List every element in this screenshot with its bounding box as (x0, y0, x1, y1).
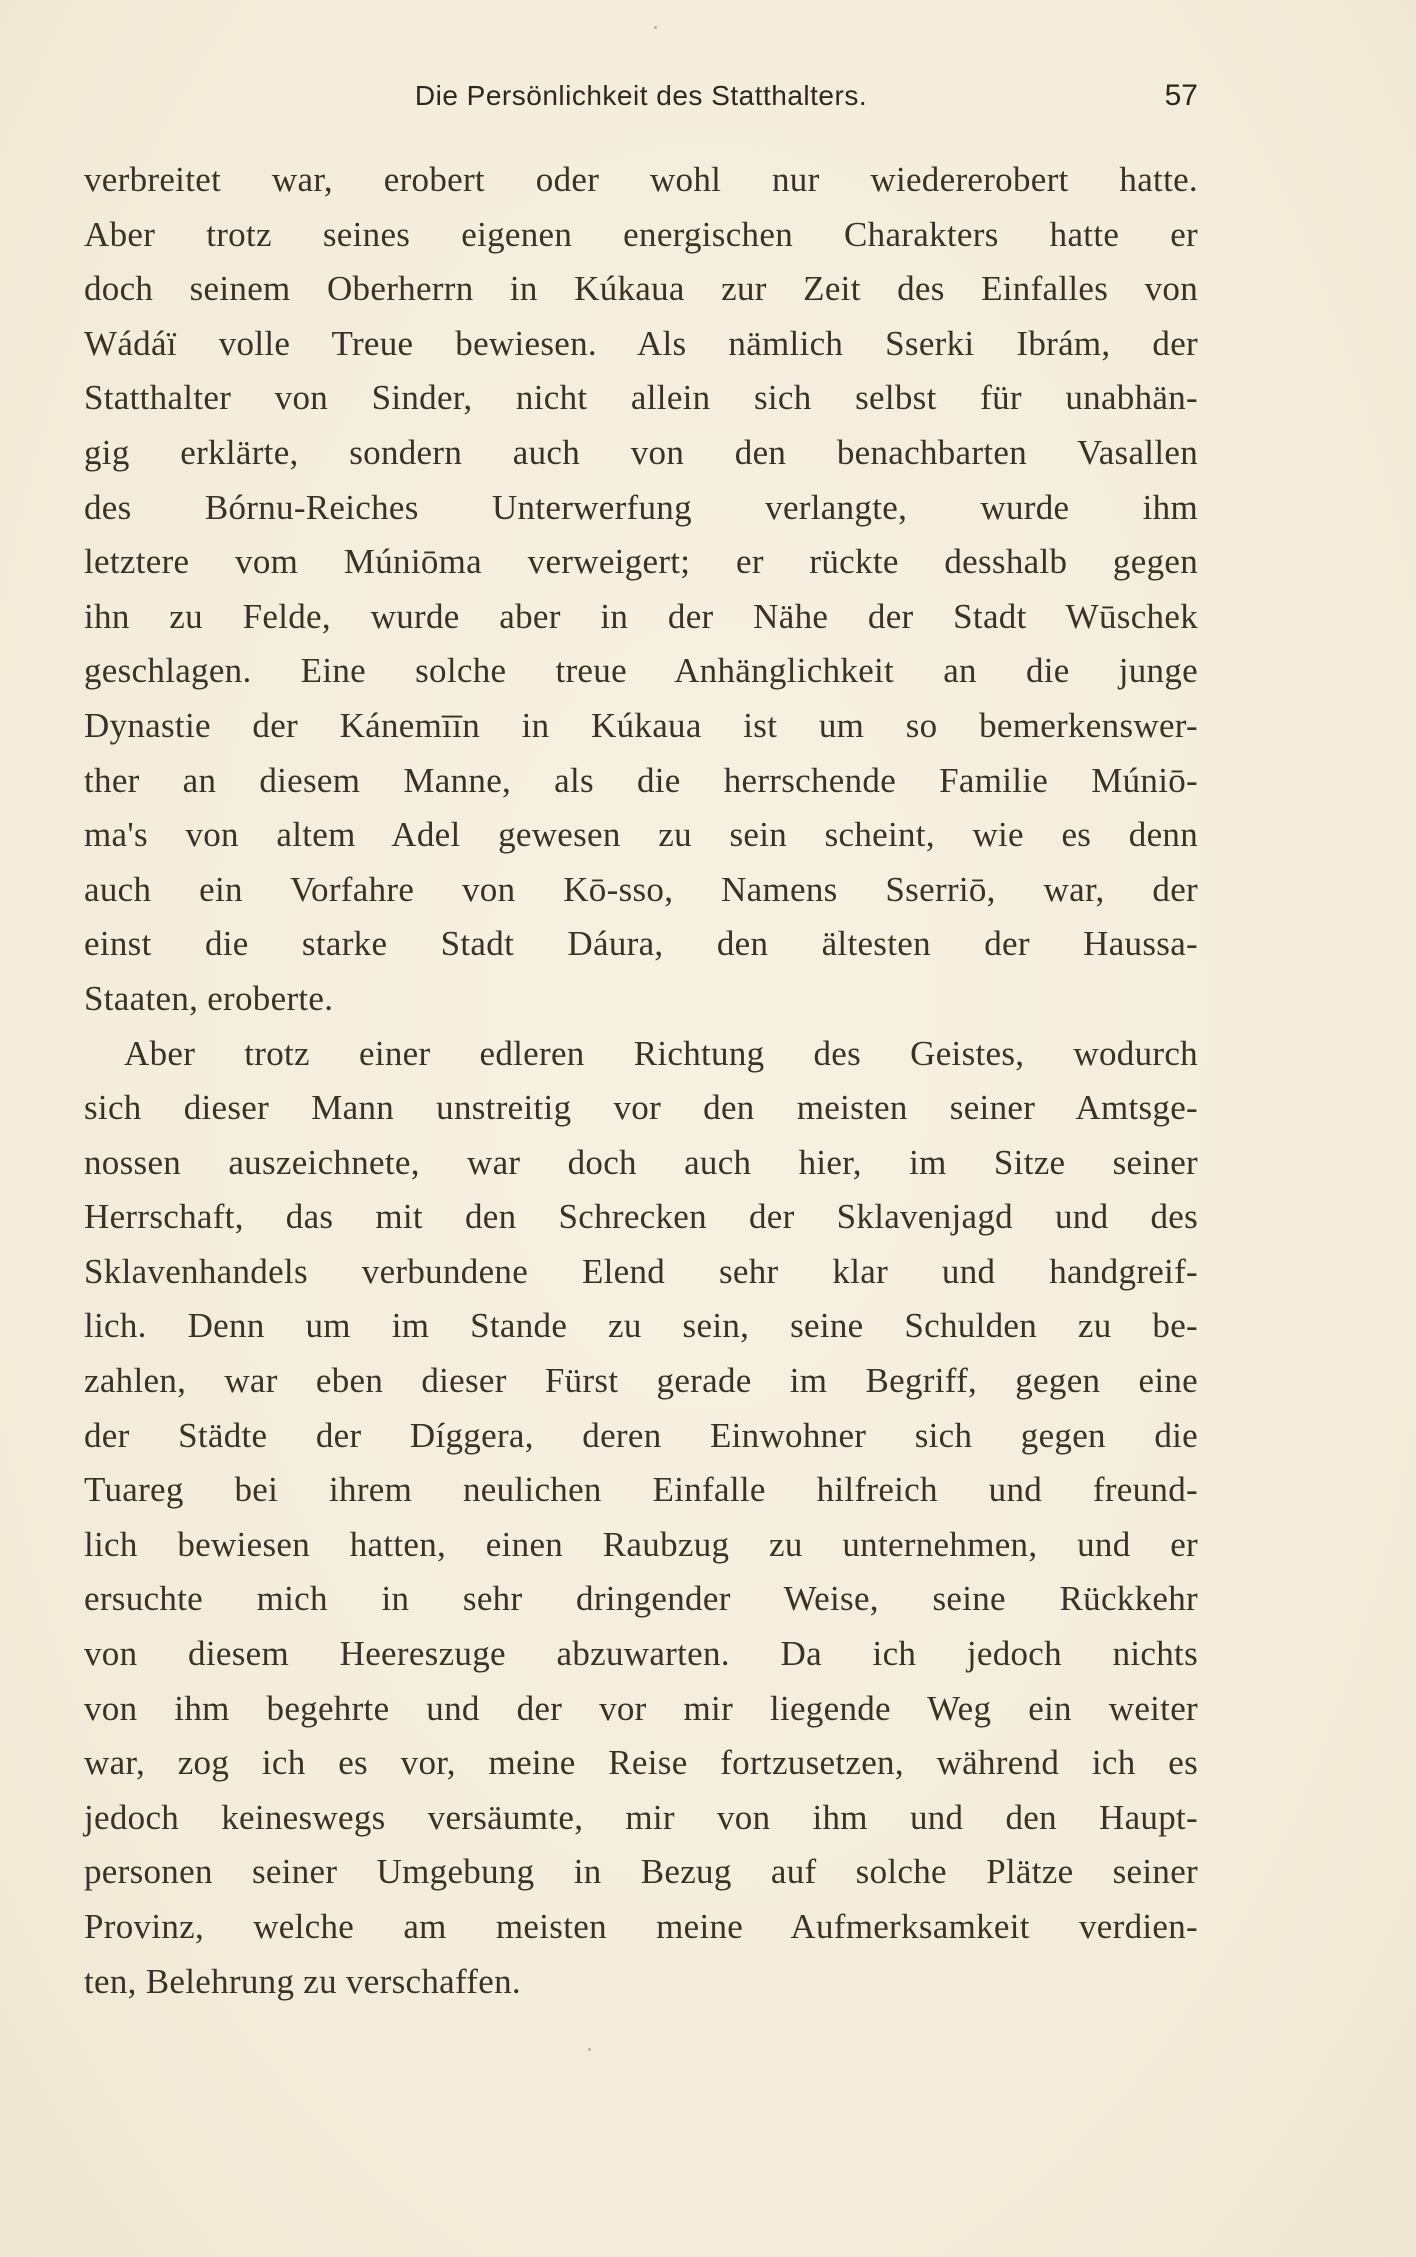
text-line: ma's von altem Adel gewesen zu sein scheint, wie es denn (84, 815, 1198, 855)
text-line: von ihm begehrte und der vor mir liegende Weg ein weiter (84, 1688, 1198, 1728)
text-line: Herrschaft, das mit den Schrecken der Sklavenjagd und des (84, 1197, 1198, 1237)
paper-speck (654, 26, 657, 29)
text-line: Dynastie der Kánemīīn in Kúkaua ist um so bemerkenswer- (84, 705, 1198, 745)
text-line: Provinz, welche am meisten meine Aufmerksamkeit verdien- (84, 1907, 1198, 1946)
text-line: gig erklärte, sondern auch von den benachbarten Vasallen (84, 432, 1198, 472)
text-line: zahlen, war eben dieser Fürst gerade im Begriff, gegen eine (84, 1361, 1198, 1401)
text-line: Sklavenhandels verbundene Elend sehr klar und handgreif- (84, 1251, 1198, 1291)
body-text (84, 153, 1198, 2009)
running-title: Die Persönlichkeit des Statthalters. (414, 80, 868, 111)
text-line: geschlagen. Eine solche treue Anhänglichkeit an die junge (84, 651, 1198, 691)
text-line: sich dieser Mann unstreitig vor den meisten seiner Amtsge- (84, 1088, 1198, 1128)
text-line: der Städte der Díggera, deren Einwohner sich gegen die (84, 1415, 1198, 1455)
text-line: verbreitet war, erobert oder wohl nur wiedererobert hatte. (84, 160, 1198, 199)
running-head (84, 72, 1198, 120)
page-number: 57 (1164, 79, 1198, 112)
text-line: ersuchte mich in sehr dringender Weise, seine Rückkehr (84, 1579, 1198, 1619)
text-line: lich. Denn um im Stande zu sein, seine Schulden zu be- (84, 1306, 1198, 1346)
text-line: des Bórnu-Reiches Unterwerfung verlangte, wurde ihm (84, 487, 1198, 527)
text-line: ten, Belehrung zu verschaffen. (84, 1961, 521, 2001)
text-line: Aber trotz einer edleren Richtung des Geistes, wodurch (124, 1033, 1198, 1073)
text-line: nossen auszeichnete, war doch auch hier, im Sitze seiner (84, 1142, 1198, 1182)
text-line: personen seiner Umgebung in Bezug auf solche Plätze seiner (84, 1852, 1198, 1892)
text-line: doch seinem Oberherrn in Kúkaua zur Zeit des Einfalles von (84, 269, 1198, 309)
text-line: lich bewiesen hatten, einen Raubzug zu unternehmen, und er (84, 1524, 1198, 1564)
text-line: auch ein Vorfahre von Kō-sso, Namens Sserriō, war, der (84, 869, 1198, 909)
text-line: ihn zu Felde, wurde aber in der Nähe der Stadt Wūschek (84, 596, 1198, 636)
text-line: letztere vom Múniōma verweigert; er rückte desshalb gegen (84, 542, 1198, 582)
text-line: ther an diesem Manne, als die herrschende Familie Múniō- (84, 760, 1198, 800)
text-line: Tuareg bei ihrem neulichen Einfalle hilfreich und freund- (84, 1470, 1198, 1510)
text-line: einst die starke Stadt Dáura, den ältesten der Haussa- (84, 924, 1198, 964)
paper-speck (588, 2048, 591, 2051)
text-line: Staaten, eroberte. (84, 978, 334, 1018)
text-line: jedoch keineswegs versäumte, mir von ihm und den Haupt- (84, 1797, 1198, 1837)
text-line: war, zog ich es vor, meine Reise fortzusetzen, während ich es (84, 1743, 1198, 1783)
text-line: Aber trotz seines eigenen energischen Charakters hatte er (84, 214, 1198, 254)
text-line: Statthalter von Sinder, nicht allein sich selbst für unabhän- (84, 378, 1198, 418)
text-line: Wádáï volle Treue bewiesen. Als nämlich Sserki Ibrám, der (84, 323, 1198, 363)
text-line: von diesem Heereszuge abzuwarten. Da ich jedoch nichts (84, 1634, 1198, 1674)
